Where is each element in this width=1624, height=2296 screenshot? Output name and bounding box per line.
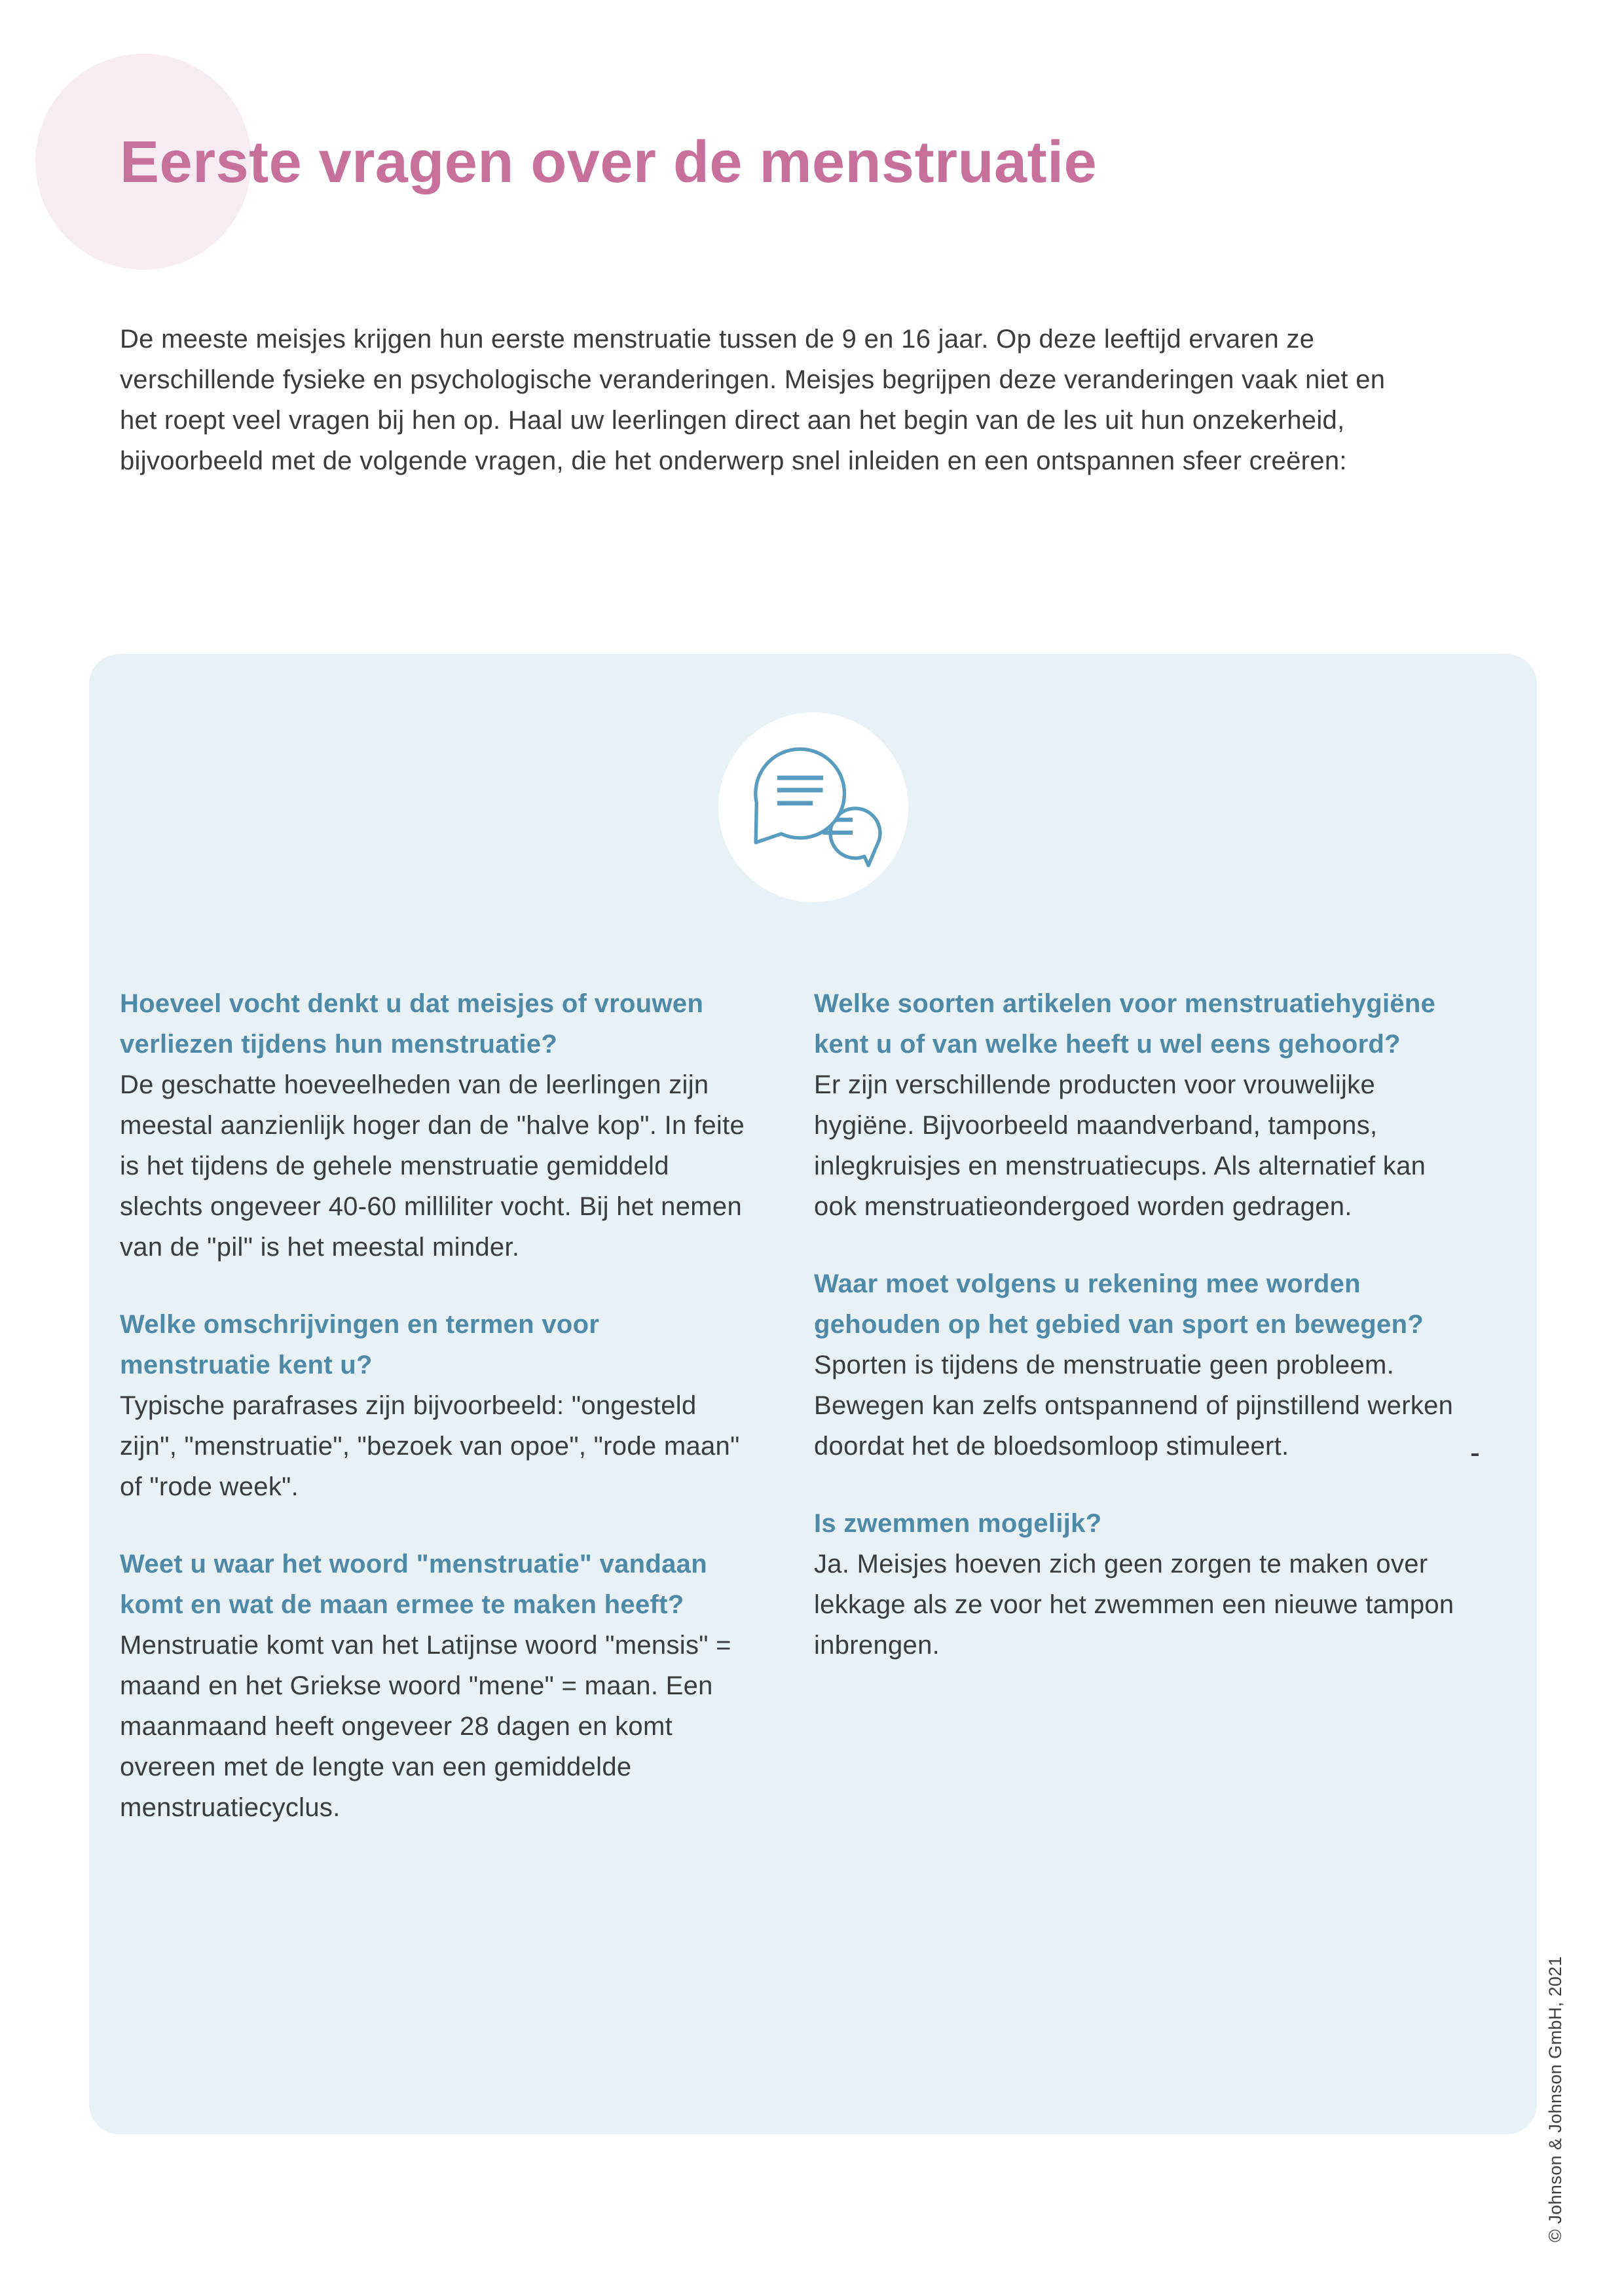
qa-item — [814, 983, 1456, 1227]
question-heading: Weet u waar het woord "menstruatie" vandaan komt en wat de maan ermee te maken heeft? — [120, 1550, 707, 1619]
answer-text: Er zijn verschillende producten voor vrouwelijke hygiëne. Bijvoorbeeld maandverband, tampons, inlegkruisjes en menstruatiecups. Als alternatief kan ook menstruatieondergoed worden gedragen. — [814, 1070, 1426, 1221]
question-heading: Waar moet volgens u rekening mee worden gehouden op het gebied van sport en bewegen? — [814, 1269, 1424, 1339]
answer-text: Sporten is tijdens de menstruatie geen probleem. Bewegen kan zelfs ontspannend of pijnstillend werken doordat het de bloedsomloop stimuleert. — [814, 1351, 1454, 1461]
qa-item — [120, 983, 748, 1267]
question-heading: Welke omschrijvingen en termen voor menstruatie kent u? — [120, 1310, 600, 1379]
qa-item — [120, 1304, 748, 1507]
qa-column-left — [120, 983, 748, 1828]
question-heading: Hoeveel vocht denkt u dat meisjes of vrouwen verliezen tijdens hun menstruatie? — [120, 989, 704, 1059]
qa-item — [120, 1544, 748, 1828]
chat-bubbles-icon — [718, 712, 908, 902]
answer-text: Typische parafrases zijn bijvoorbeeld: "ongesteld zijn", "menstruatie", "bezoek van opoe", "rode maan" of "rode week". — [120, 1391, 740, 1501]
page-title: Eerste vragen over de menstruatie — [120, 130, 1098, 195]
answer-text: Ja. Meisjes hoeven zich geen zorgen te maken over lekkage als ze voor het zwemmen een nieuwe tampon inbrengen. — [814, 1550, 1454, 1660]
copyright-vertical-text: © Johnson & Johnson GmbH, 2021 — [1545, 1956, 1565, 2242]
qa-columns — [89, 983, 1537, 1828]
qa-item — [814, 1503, 1456, 1666]
question-heading: Welke soorten artikelen voor menstruatiehygiëne kent u of van welke heeft u wel eens gehoord? — [814, 989, 1436, 1059]
icon-circle-badge — [718, 712, 908, 902]
answer-text: De geschatte hoeveelheden van de leerlingen zijn meestal aanzienlijk hoger dan de "halve kop". In feite is het tijdens de gehele menstruatie gemiddeld slechts ongeveer 40-60 milliliter vocht. Bij het nemen van de "pil" is het meestal minder. — [120, 1070, 745, 1262]
qa-item — [814, 1264, 1456, 1467]
answer-text: Menstruatie komt van het Latijnse woord "mensis" = maand en het Griekse woord "mene" = maan. Een maanmaand heeft ongeveer 28 dagen en komt overeen met de lengte van een gemiddelde menstruatiecyclus. — [120, 1631, 731, 1822]
qa-column-right — [814, 983, 1456, 1828]
question-heading: Is zwemmen mogelijk? — [814, 1509, 1102, 1538]
stray-dash-artifact — [1471, 1453, 1479, 1456]
intro-paragraph: De meeste meisjes krijgen hun eerste menstruatie tussen de 9 en 16 jaar. Op deze leeftijd ervaren ze verschillende fysieke en psychologische veranderingen. Meisjes begrijpen deze veranderingen vaak niet en het roept veel vragen bij hen op. Haal uw leerlingen direct aan het begin van de les uit hun onzekerheid, bijvoorbeeld met de volgende vragen, die het onderwerp snel inleiden en een ontspannen sfeer creëren: — [120, 325, 1386, 475]
qa-panel — [89, 654, 1537, 2134]
